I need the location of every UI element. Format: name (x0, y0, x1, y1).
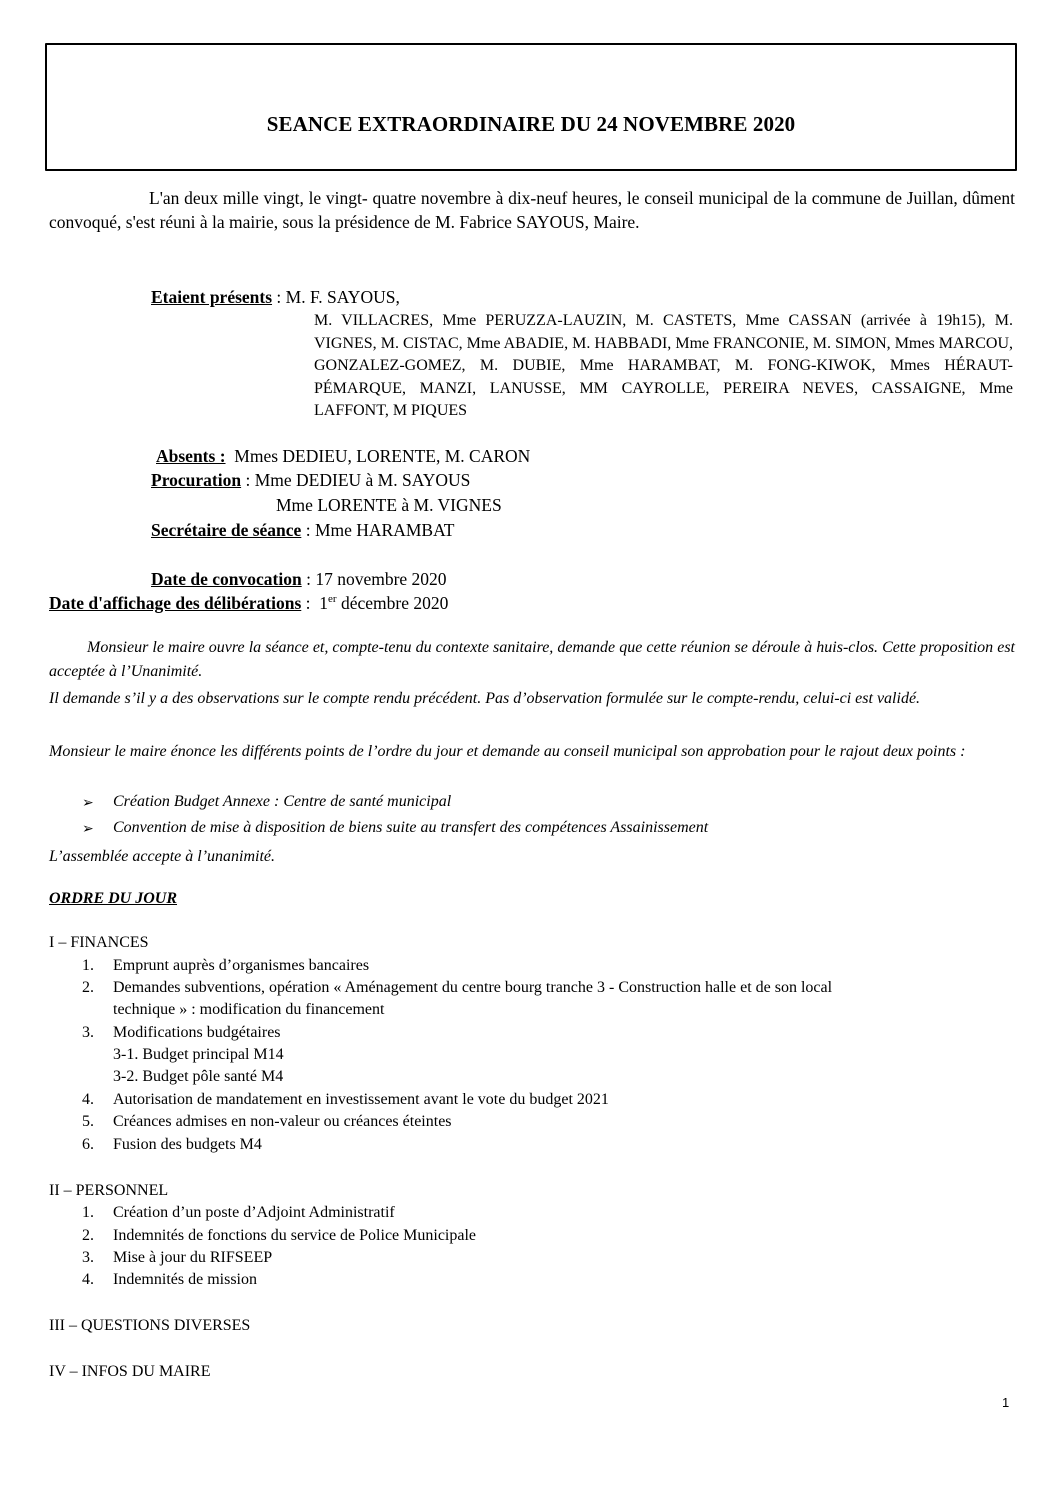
display-rest: décembre 2020 (340, 593, 449, 613)
minutes-paragraph-2: Il demande s’il y a des observations sur le compte rendu précédent. Pas d’observation formulée sur le compte-rendu, celui-ci est validé. (49, 690, 921, 707)
minutes-paragraph-3: Monsieur le maire énonce les différents points de l’ordre du jour et demande au conseil municipal son approbation pour le rajout deux points : (49, 743, 966, 760)
item-number: 5. (82, 1113, 94, 1130)
item-number: 2. (82, 1227, 94, 1244)
arrow-bullet-icon: ➢ (82, 822, 94, 837)
agenda-subitem: 3-1. Budget principal M14 (113, 1046, 284, 1063)
item-number: 1. (82, 1204, 94, 1221)
minutes-paragraph-1: Monsieur le maire ouvre la séance et, compte-tenu du contexte sanitaire, demande que cette réunion se déroule à huis-clos. Cette proposition est acceptée à l’Unanimité. (49, 639, 1015, 680)
agenda-item: Création d’un poste d’Adjoint Administratif (113, 1204, 395, 1221)
agenda-item: Demandes subventions, opération « Aménagement du centre bourg tranche 3 - Construction halle et de son local (113, 979, 833, 996)
page-title: SEANCE EXTRAORDINAIRE DU 24 NOVEMBRE 2020 (266, 112, 796, 136)
agenda-item: Fusion des budgets M4 (113, 1136, 262, 1153)
convocation-line: Date de convocation : 17 novembre 2020 (151, 569, 447, 589)
item-number: 1. (82, 957, 94, 974)
item-number: 4. (82, 1271, 94, 1288)
agenda-item: Mise à jour du RIFSEEP (113, 1249, 273, 1266)
absent-line (156, 446, 530, 467)
agenda-item: Indemnités de fonctions du service de Police Municipale (113, 1227, 477, 1244)
display-sup: er (328, 593, 337, 606)
section-finances: I – FINANCES (49, 934, 149, 951)
present-line: Etaient présents : M. F. SAYOUS, (151, 287, 400, 307)
agenda-item: Indemnités de mission (113, 1271, 257, 1288)
agenda-item: technique » : modification du financement (113, 1001, 385, 1018)
absent-names: Mmes DEDIEU, LORENTE, M. CARON (234, 446, 531, 466)
arrow-bullet-icon: ➢ (82, 796, 94, 811)
present-names: M. VILLACRES, Mme PERUZZA-LAUZIN, M. CASTETS, Mme CASSAN (arrivée à 19h15), M. VIGNES, M. CISTAC, Mme ABADIE, M. HABBADI, Mme FRANCONIE, M. SIMON, Mmes MARCOU, GONZALEZ-GOMEZ, M. DUBIE, Mme HARAMBAT, M. FONG-KIWOK, Mmes HÉRAUT-PÉMARQUE, MANZI, LANUSSE, MM CAYROLLE, PEREIRA NEVES, CASSAIGNE, Mme LAFFONT, M PIQUES (314, 312, 1013, 419)
agenda-item: Emprunt auprès d’organismes bancaires (113, 957, 370, 974)
bullet-item: Convention de mise à disposition de biens suite au transfert des compétences Assainissement (113, 819, 709, 836)
item-number: 4. (82, 1091, 94, 1108)
secretary-line: Secrétaire de séance : Mme HARAMBAT (151, 520, 455, 540)
agenda-item: Créances admises en non-valeur ou créances éteintes (113, 1113, 452, 1130)
section-questions: III – QUESTIONS DIVERSES (49, 1317, 251, 1334)
item-number: 3. (82, 1024, 94, 1041)
page-number: 1 (1002, 1395, 1010, 1410)
convocation-label: Date de convocation (151, 569, 302, 589)
proxy-line: Procuration : Mme DEDIEU à M. SAYOUS (151, 470, 471, 490)
section-personnel: II – PERSONNEL (49, 1182, 169, 1199)
display-line: Date d'affichage des délibérations : 1er décembre 2020 (49, 593, 449, 613)
title-box (45, 43, 1017, 171)
intro-paragraph: L'an deux mille vingt, le vingt- quatre novembre à dix-neuf heures, le conseil municipal de la commune de Juillan, dûment convoqué, s'est réuni à la mairie, sous la présidence de M. Fabrice SAYOUS, Maire. (49, 188, 1015, 232)
proxy-label: Procuration (151, 470, 242, 490)
section-infos: IV – INFOS DU MAIRE (49, 1363, 211, 1380)
item-number: 2. (82, 979, 94, 996)
item-number: 6. (82, 1136, 94, 1153)
agenda-heading: ORDRE DU JOUR (49, 890, 178, 907)
proxy-1: Mme DEDIEU à M. SAYOUS (254, 470, 471, 490)
display-label: Date d'affichage des délibérations (49, 593, 302, 613)
convocation-date: 17 novembre 2020 (315, 569, 447, 589)
item-number: 3. (82, 1249, 94, 1266)
present-first: M. F. SAYOUS, (285, 287, 400, 307)
present-label: Etaient présents (151, 287, 273, 307)
agenda-item: Autorisation de mandatement en investissement avant le vote du budget 2021 (113, 1091, 609, 1108)
absent-label: Absents : (156, 446, 226, 466)
secretary-name: Mme HARAMBAT (314, 520, 455, 540)
bullet-item: Création Budget Annexe : Centre de santé municipal (113, 793, 452, 810)
proxy-2: Mme LORENTE à M. VIGNES (276, 495, 502, 515)
display-day: 1 (319, 593, 329, 613)
agenda-subitem: 3-2. Budget pôle santé M4 (113, 1068, 284, 1085)
minutes-paragraph-4: L’assemblée accepte à l’unanimité. (49, 848, 276, 865)
agenda-item: Modifications budgétaires (113, 1024, 281, 1041)
secretary-label: Secrétaire de séance (151, 520, 302, 540)
